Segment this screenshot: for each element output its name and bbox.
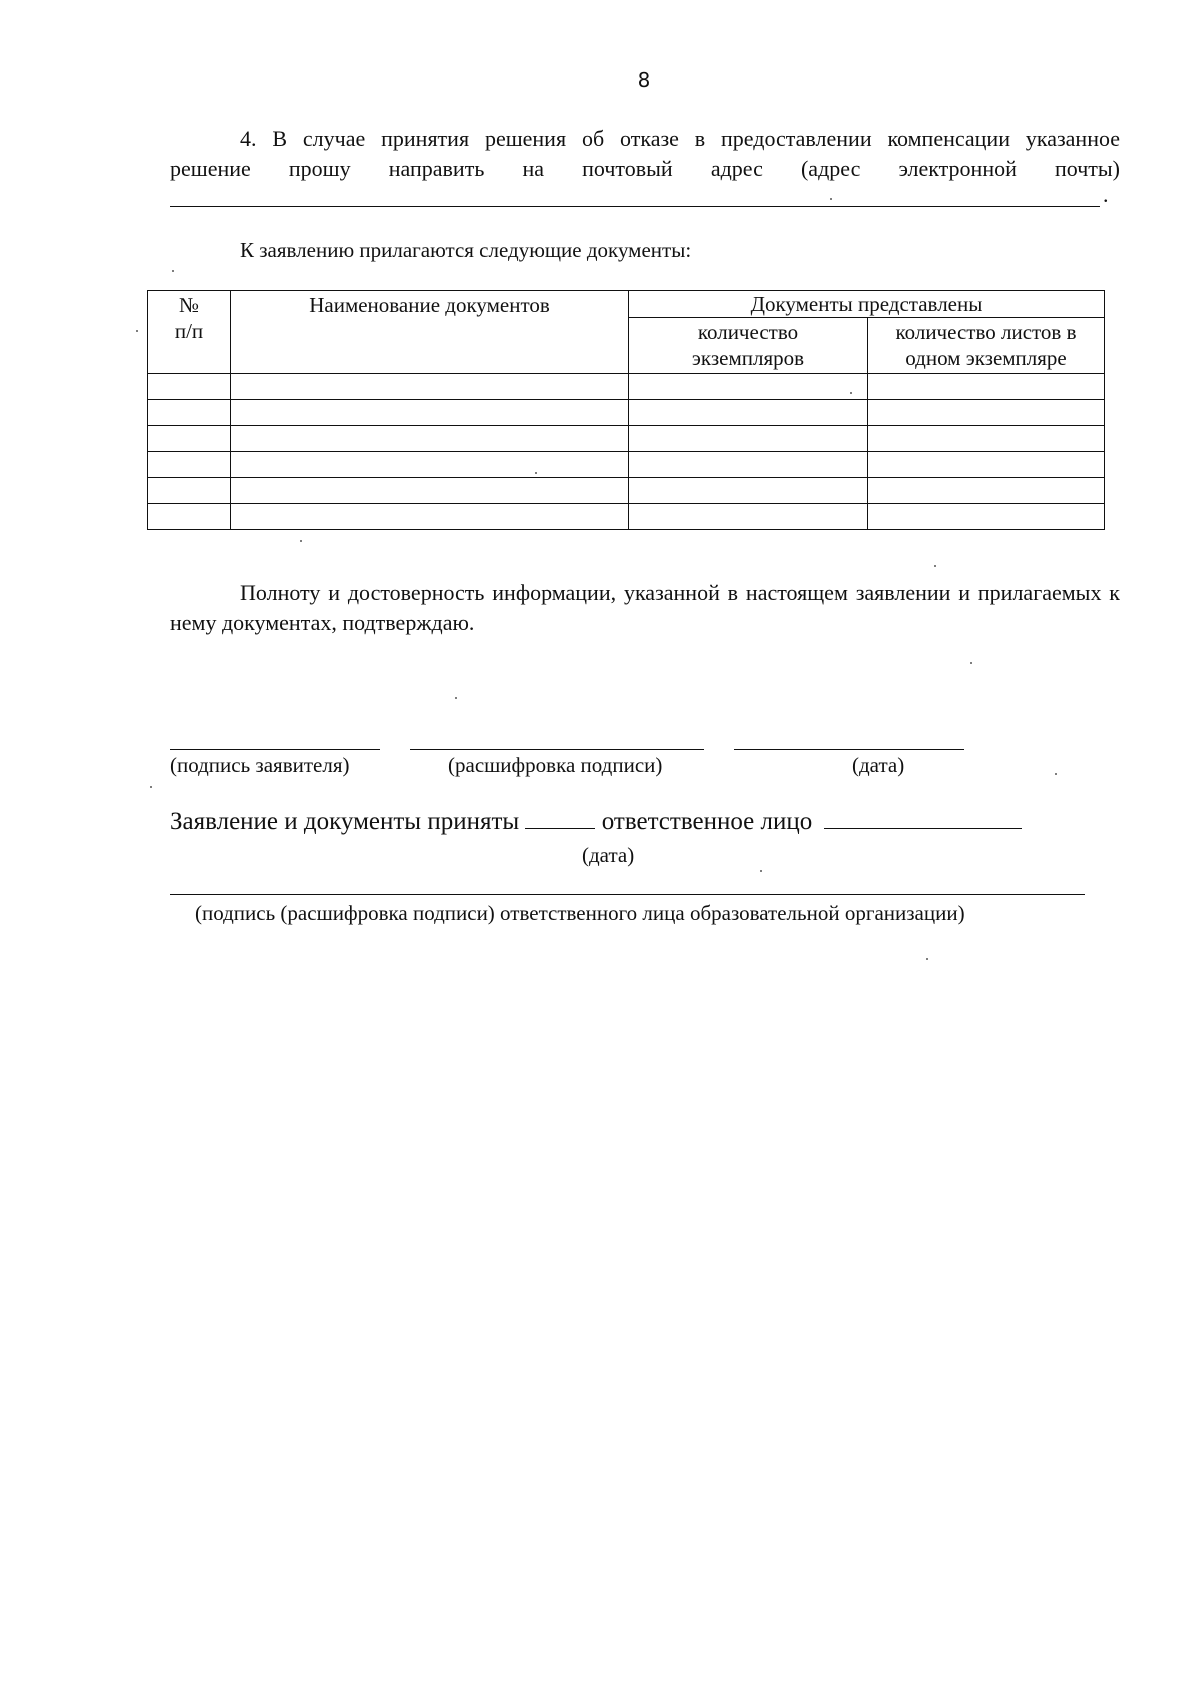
signature-date-caption: (дата) [852,753,905,777]
table-cell[interactable] [231,504,629,530]
table-cell[interactable] [629,452,868,478]
acceptance-date-blank[interactable] [525,806,595,829]
scan-speck [850,392,852,394]
scan-speck [934,565,936,567]
header-sheets-count: количество листов в одном экземпляре [868,318,1105,374]
table-cell[interactable] [629,478,868,504]
table-cell[interactable] [629,400,868,426]
section-4-line-1: 4. В случае принятия решения об отказе в предоставлении компенсации указанное [240,126,1120,151]
acceptance-date-caption: (дата) [582,843,635,867]
table-cell[interactable] [231,426,629,452]
acceptance-text-after: ответственное лицо [601,808,813,835]
header-doc-name: Наименование документов [231,291,629,374]
documents-table [147,290,1105,530]
scan-speck [760,870,762,872]
table-cell[interactable] [148,374,231,400]
scan-speck [1055,773,1057,775]
attachments-intro: К заявлению прилагаются следующие документы: [240,238,692,262]
acceptance-line [170,806,1022,838]
applicant-signature-line[interactable] [170,749,380,750]
table-row [148,504,1105,530]
scan-speck [970,662,972,664]
header-copies-count: количество экземпляров [629,318,868,374]
table-cell[interactable] [148,478,231,504]
table-cell[interactable] [629,374,868,400]
section-4-line-2: решение прошу направить на почтовый адрес (адрес электронной почты) [170,156,1120,181]
scan-speck [455,697,457,699]
acceptance-text-before: Заявление и документы приняты [170,808,520,835]
table-cell[interactable] [629,426,868,452]
signature-transcript-line[interactable] [410,749,704,750]
table-cell[interactable] [148,504,231,530]
signature-transcript-caption: (расшифровка подписи) [448,753,663,777]
table-cell[interactable] [868,504,1105,530]
table-cell[interactable] [868,374,1105,400]
address-end-mark: . [1103,182,1109,207]
table-cell[interactable] [148,426,231,452]
scan-speck [136,330,138,332]
table-cell[interactable] [231,478,629,504]
scan-speck [300,540,302,542]
confirmation-paragraph: Полноту и достоверность информации, указанной в настоящем заявлении и прилагаемых к нему документах, подтверждаю. [170,580,1120,635]
table-cell[interactable] [148,452,231,478]
responsible-person-blank[interactable] [824,806,1022,829]
scan-speck [150,786,152,788]
table-cell[interactable] [629,504,868,530]
responsible-signature-line[interactable] [170,894,1085,895]
table-cell[interactable] [868,478,1105,504]
table-cell[interactable] [231,400,629,426]
address-fill-line [170,206,1100,207]
table-cell[interactable] [148,400,231,426]
table-cell[interactable] [868,452,1105,478]
table-row [148,426,1105,452]
table-row [148,400,1105,426]
table-header-row [148,291,1105,318]
table-row [148,452,1105,478]
scan-speck [172,270,174,272]
page-number: 8 [637,68,651,92]
scan-speck [926,958,928,960]
scan-speck [535,472,537,474]
scan-speck [830,198,832,200]
table-cell[interactable] [231,452,629,478]
applicant-signature-caption: (подпись заявителя) [170,753,350,777]
header-number [148,291,231,374]
header-number-label: № п/п [174,293,204,343]
table-cell[interactable] [868,400,1105,426]
header-docs-provided: Документы представлены [629,291,1105,318]
signature-date-line[interactable] [734,749,964,750]
table-cell[interactable] [231,374,629,400]
responsible-signature-caption: (подпись (расшифровка подписи) ответственного лица образовательной организации) [195,901,965,925]
table-row [148,374,1105,400]
table-row [148,478,1105,504]
table-cell[interactable] [868,426,1105,452]
